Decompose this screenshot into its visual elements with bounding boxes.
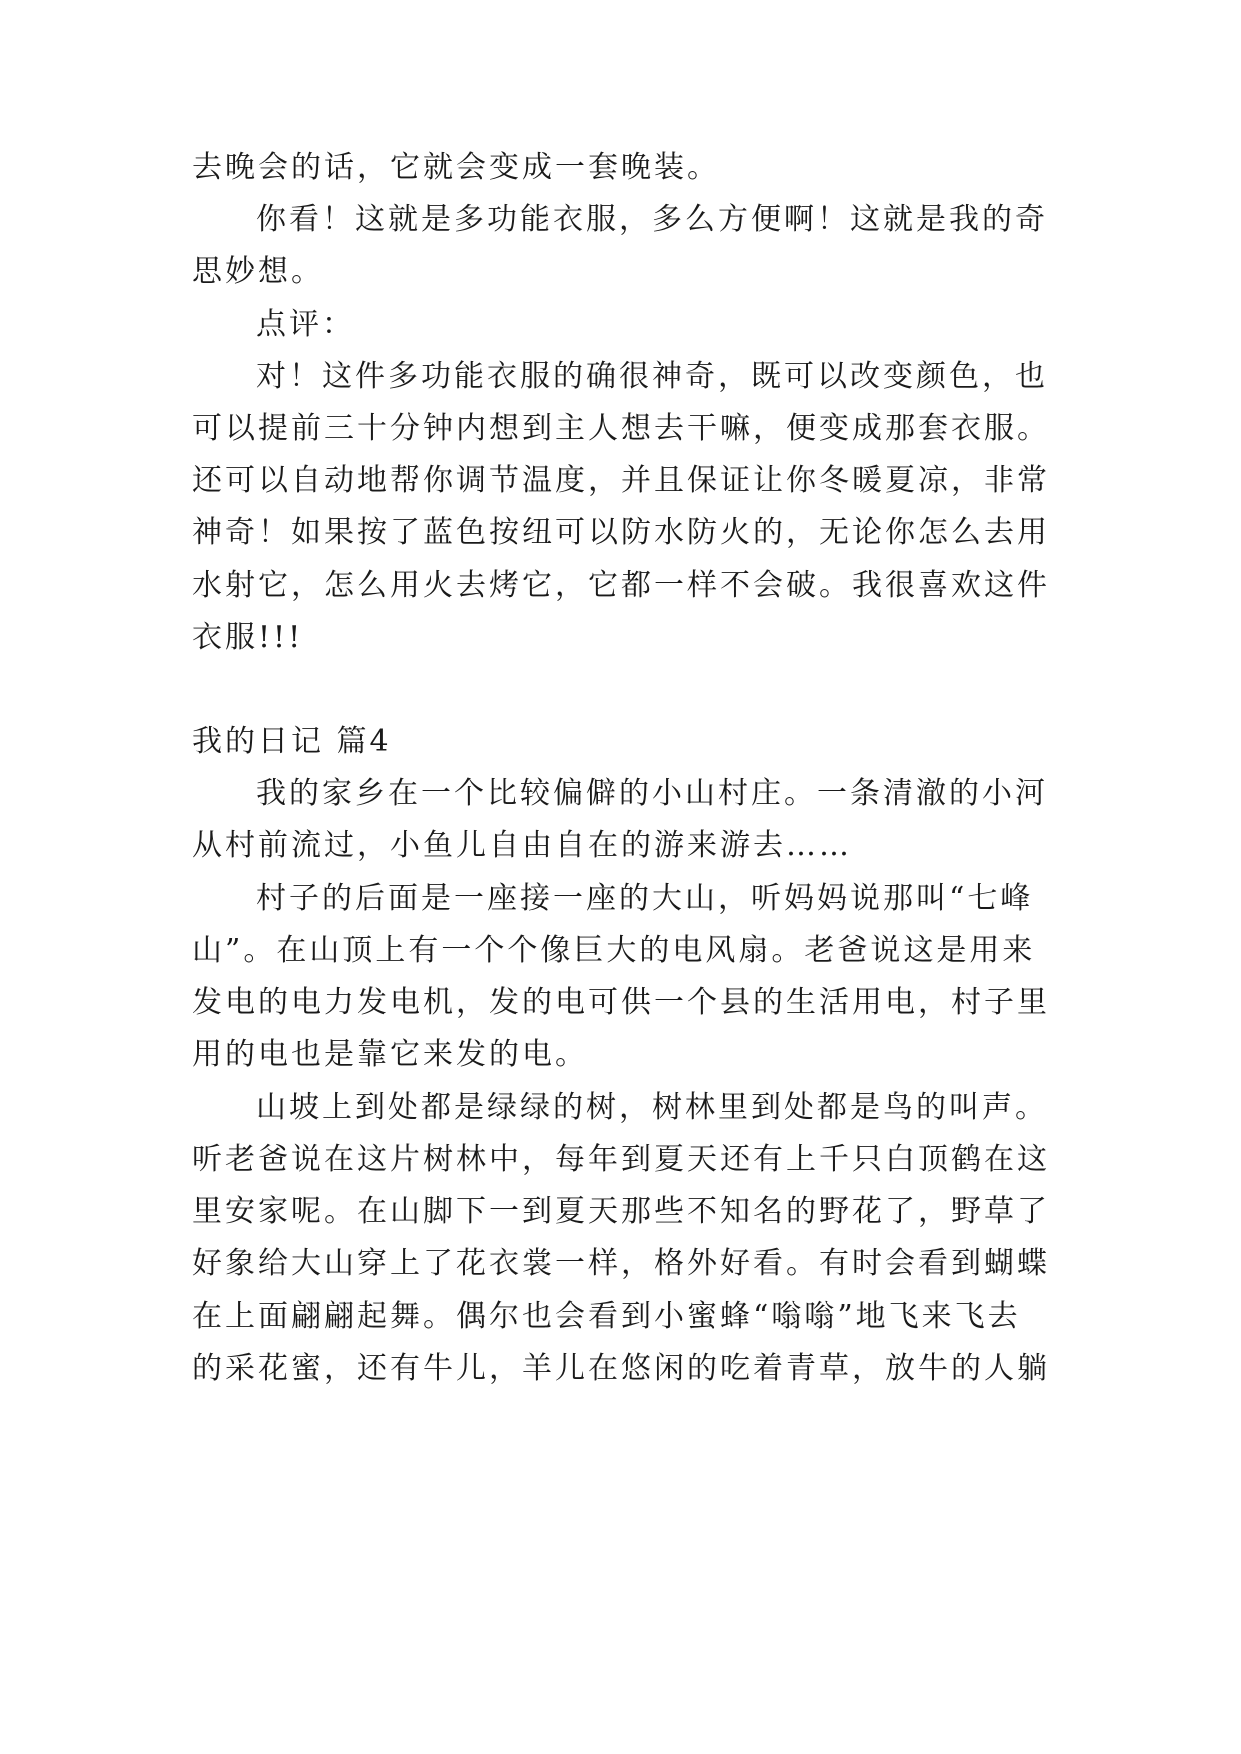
text-line: 神奇！如果按了蓝色按纽可以防水防火的，无论你怎么去用: [192, 515, 1050, 550]
text-line: 听老爸说在这片树林中，每年到夏天还有上千只白顶鹤在这: [192, 1142, 1050, 1177]
text-line: 发电的电力发电机，发的电可供一个县的生活用电，村子里: [192, 985, 1050, 1020]
text-line: 山”。在山顶上有一个个像巨大的电风扇。老爸说这是用来: [192, 933, 1036, 968]
text-line: 我的家乡在一个比较偏僻的小山村庄。一条清澈的小河: [256, 776, 1048, 811]
text-line: 对！这件多功能衣服的确很神奇，既可以改变颜色，也: [256, 359, 1048, 394]
text-line: 村子的后面是一座接一座的大山，听妈妈说那叫“七峰: [256, 881, 1034, 916]
text-line: 可以提前三十分钟内想到主人想去干嘛，便变成那套衣服。: [192, 411, 1050, 446]
text-line: 好象给大山穿上了花衣裳一样，格外好看。有时会看到蝴蝶: [192, 1246, 1050, 1281]
section-heading: 我的日记 篇4: [192, 724, 392, 759]
text-line: 去晚会的话，它就会变成一套晚装。: [192, 150, 720, 185]
text-line: 还可以自动地帮你调节温度，并且保证让你冬暖夏凉，非常: [192, 463, 1050, 498]
text-line: 你看！这就是多功能衣服，多么方便啊！这就是我的奇: [256, 202, 1048, 237]
text-line: 山坡上到处都是绿绿的树，树林里到处都是鸟的叫声。: [256, 1090, 1048, 1125]
text-line: 在上面翩翩起舞。偶尔也会看到小蜜蜂“嗡嗡”地飞来飞去: [192, 1299, 1021, 1334]
text-line: 用的电也是靠它来发的电。: [192, 1037, 588, 1072]
text-line: 点评：: [256, 307, 355, 342]
text-line: 水射它，怎么用火去烤它，它都一样不会破。我很喜欢这件: [192, 568, 1050, 603]
text-line: 衣服!!!: [192, 620, 304, 655]
text-line: 的采花蜜，还有牛儿，羊儿在悠闲的吃着青草，放牛的人躺: [192, 1351, 1050, 1386]
text-line: 从村前流过，小鱼儿自由自在的游来游去……: [192, 828, 852, 863]
text-line: 里安家呢。在山脚下一到夏天那些不知名的野花了，野草了: [192, 1194, 1050, 1229]
text-line: 思妙想。: [192, 254, 324, 289]
